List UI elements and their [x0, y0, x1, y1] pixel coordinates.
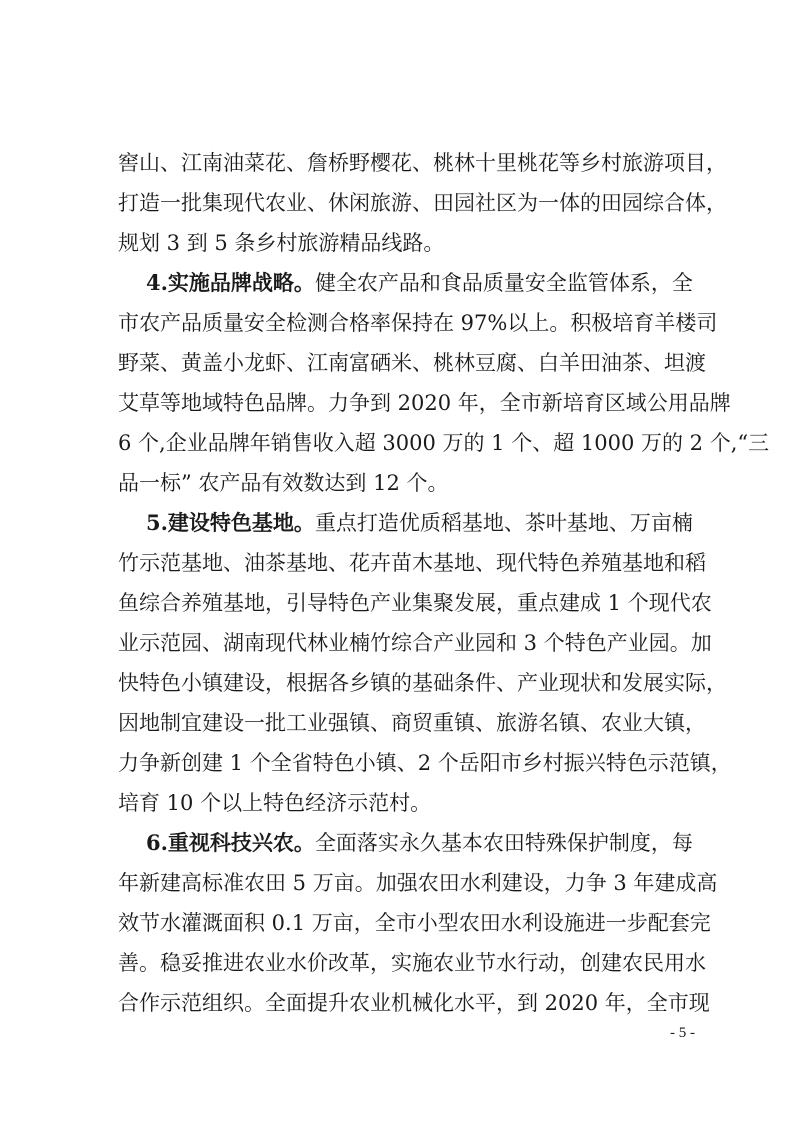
paragraph-3-line-8: 培育 10 个以上特色经济示范村。: [118, 791, 432, 815]
paragraph-4-text: 全面落实永久基本农田特殊保护制度，每: [314, 831, 693, 855]
paragraph-3-text: 重点打造优质稻基地、茶叶基地、万亩楠: [314, 511, 693, 535]
paragraph-2-line-6: 品一标” 农产品有效数达到 12 个。: [118, 471, 449, 495]
paragraph-3-line-1: [146, 503, 693, 543]
paragraph-2-line-1: [146, 263, 693, 303]
paragraph-3-line-5: 快特色小镇建设，根据各乡镇的基础条件、产业现状和发展实际，: [118, 671, 727, 695]
paragraph-4-line-1: [146, 823, 693, 863]
paragraph-4-line-3: 效节水灌溉面积 0.1 万亩，全市小型农田水利设施进一步配套完: [118, 911, 711, 935]
paragraph-3-line-2: 竹示范基地、油茶基地、花卉苗木基地、现代特色养殖基地和稻: [118, 551, 706, 575]
section-heading-4: 4.实施品牌战略。: [146, 270, 315, 295]
paragraph-1-line-1: 窖山、江南油菜花、詹桥野樱花、桃林十里桃花等乡村旅游项目，: [118, 151, 727, 175]
paragraph-3-line-4: 业示范园、湖南现代林业楠竹综合产业园和 3 个特色产业园。加: [118, 631, 712, 655]
section-heading-6: 6.重视科技兴农。: [146, 830, 315, 855]
paragraph-4-line-2: 年新建高标准农田 5 万亩。加强农田水利建设，力争 3 年建成高: [118, 871, 718, 895]
paragraph-2-line-3: 野菜、黄盖小龙虾、江南富硒米、桃林豆腐、白羊田油茶、坦渡: [118, 351, 706, 375]
paragraph-1-line-3: 规划 3 到 5 条乡村旅游精品线路。: [118, 231, 445, 255]
section-heading-5: 5.建设特色基地。: [146, 510, 315, 535]
paragraph-3-line-6: 因地制宜建设一批工业强镇、商贸重镇、旅游名镇、农业大镇，: [118, 711, 706, 735]
paragraph-2-line-4: 艾草等地域特色品牌。力争到 2020 年，全市新培育区域公用品牌: [118, 391, 731, 415]
page-number: - 5 -: [670, 1025, 695, 1041]
paragraph-4-line-4: 善。稳妥推进农业水价改革，实施农业节水行动，创建农民用水: [118, 951, 706, 975]
paragraph-2-line-5: 6 个,企业品牌年销售收入超 3000 万的 1 个、超 1000 万的 2 个,“三: [118, 431, 770, 455]
paragraph-3-line-3: 鱼综合养殖基地，引导特色产业集聚发展，重点建成 1 个现代农: [118, 591, 712, 615]
paragraph-2-text: 健全农产品和食品质量安全监管体系，全: [314, 271, 693, 295]
paragraph-1-line-2: 打造一批集现代农业、休闲旅游、田园社区为一体的田园综合体，: [118, 191, 727, 215]
paragraph-2-line-2: 市农产品质量安全检测合格率保持在 97%以上。积极培育羊楼司: [118, 311, 718, 335]
paragraph-3-line-7: 力争新创建 1 个全省特色小镇、2 个岳阳市乡村振兴特色示范镇，: [118, 751, 732, 775]
paragraph-4-line-5: 合作示范组织。全面提升农业机械化水平，到 2020 年，全市现: [118, 991, 710, 1015]
